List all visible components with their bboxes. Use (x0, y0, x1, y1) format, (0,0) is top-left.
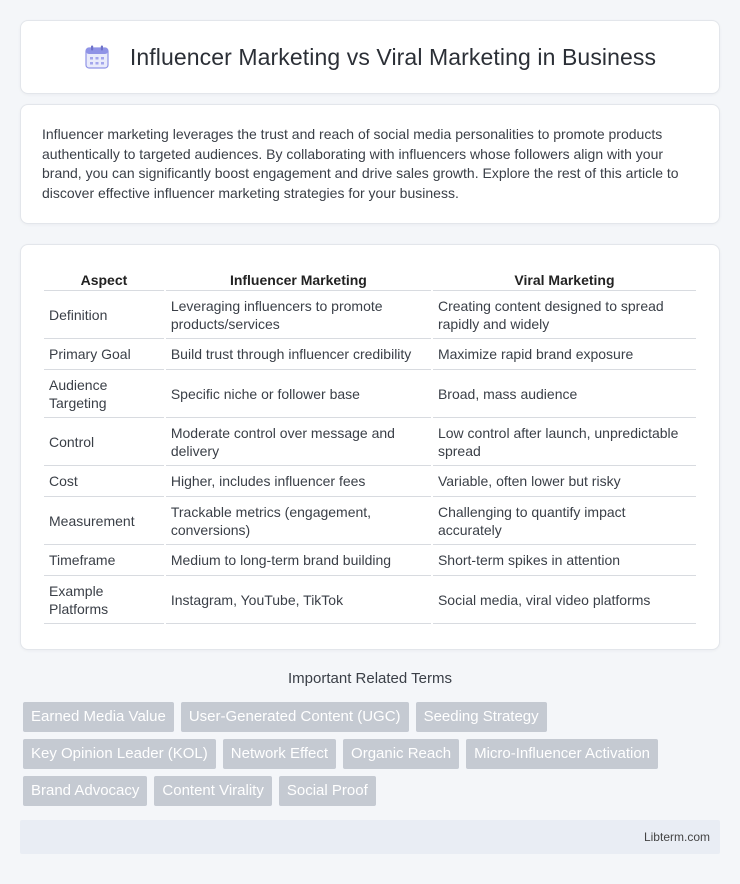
table-row (44, 576, 696, 624)
aspect-cell: Audience Targeting (44, 370, 164, 418)
table-row (44, 291, 696, 339)
term-tag-organic-reach[interactable]: Organic Reach (343, 739, 459, 769)
influencer-cell: Medium to long-term brand building (166, 545, 431, 576)
intro-card (20, 104, 720, 224)
footer (20, 820, 720, 854)
table-row (44, 418, 696, 466)
table-header-row (44, 267, 696, 291)
column-header-aspect: Aspect (44, 267, 164, 291)
table-row (44, 497, 696, 545)
influencer-cell: Specific niche or follower base (166, 370, 431, 418)
table-row (44, 466, 696, 497)
footer-site-link[interactable]: Libterm.com (643, 830, 710, 844)
term-tag-network-effect[interactable]: Network Effect (223, 739, 336, 769)
intro-paragraph: Influencer marketing leverages the trust and reach of social media personalities to promote products authentically to targeted audiences. By collaborating with influencers whose followers align with your brand, you can significantly boost engagement and drive sales growth. Explore the rest of this article to discover effective influencer marketing strategies for your business. (42, 126, 679, 201)
table-row (44, 545, 696, 576)
term-tag-user-generated-content[interactable]: User-Generated Content (UGC) (181, 702, 409, 732)
aspect-cell: Definition (44, 291, 164, 339)
related-terms-list (23, 702, 713, 806)
aspect-cell: Primary Goal (44, 339, 164, 370)
aspect-cell: Example Platforms (44, 576, 164, 624)
term-tag-social-proof[interactable]: Social Proof (279, 776, 376, 806)
term-tag-seeding-strategy[interactable]: Seeding Strategy (416, 702, 547, 732)
aspect-cell: Control (44, 418, 164, 466)
title-card (20, 20, 720, 94)
influencer-cell: Moderate control over message and delivery (166, 418, 431, 466)
viral-cell: Creating content designed to spread rapidly and widely (433, 291, 696, 339)
influencer-cell: Trackable metrics (engagement, conversions) (166, 497, 431, 545)
term-tag-brand-advocacy[interactable]: Brand Advocacy (23, 776, 147, 806)
page-title: Influencer Marketing vs Viral Marketing in Business (129, 43, 657, 70)
viral-cell: Low control after launch, unpredictable spread (433, 418, 696, 466)
viral-cell: Challenging to quantify impact accurately (433, 497, 696, 545)
comparison-table-card (20, 244, 720, 650)
influencer-cell: Leveraging influencers to promote products/services (166, 291, 431, 339)
viral-cell: Maximize rapid brand exposure (433, 339, 696, 370)
term-tag-micro-influencer-activation[interactable]: Micro-Influencer Activation (466, 739, 658, 769)
column-header-viral: Viral Marketing (433, 267, 696, 291)
table-row (44, 339, 696, 370)
viral-cell: Social media, viral video platforms (433, 576, 696, 624)
comparison-table (42, 267, 698, 624)
influencer-cell: Instagram, YouTube, TikTok (166, 576, 431, 624)
aspect-cell: Timeframe (44, 545, 164, 576)
aspect-cell: Cost (44, 466, 164, 497)
term-tag-key-opinion-leader[interactable]: Key Opinion Leader (KOL) (23, 739, 216, 769)
influencer-cell: Build trust through influencer credibility (166, 339, 431, 370)
term-tag-content-virality[interactable]: Content Virality (154, 776, 271, 806)
table-row (44, 370, 696, 418)
calendar-icon (84, 44, 110, 70)
column-header-influencer: Influencer Marketing (166, 267, 431, 291)
viral-cell: Variable, often lower but risky (433, 466, 696, 497)
aspect-cell: Measurement (44, 497, 164, 545)
related-terms-title: Important Related Terms (288, 670, 452, 687)
influencer-cell: Higher, includes influencer fees (166, 466, 431, 497)
term-tag-earned-media-value[interactable]: Earned Media Value (23, 702, 174, 732)
viral-cell: Short-term spikes in attention (433, 545, 696, 576)
viral-cell: Broad, mass audience (433, 370, 696, 418)
